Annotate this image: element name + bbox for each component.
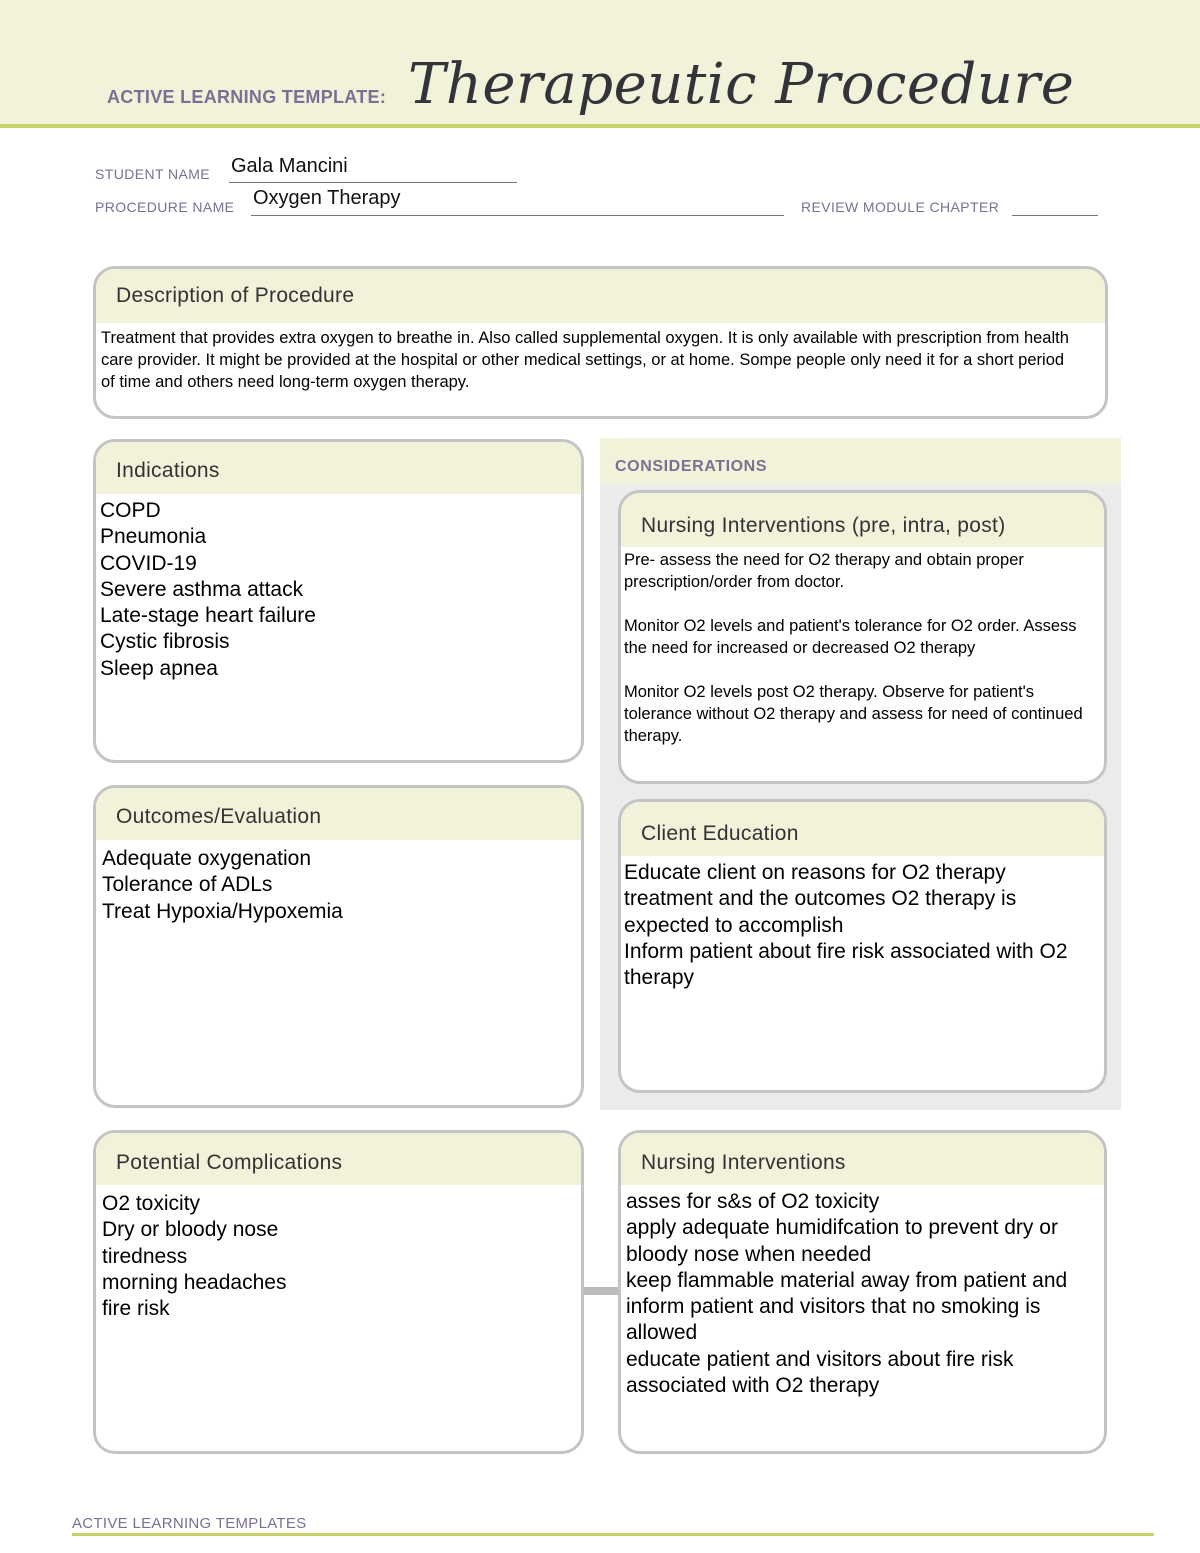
nursing-interventions-text[interactable]: asses for s&s of O2 toxicity apply adequate humidifcation to prevent dry or bloody nose when needed keep flammable material away from patient and inform patient and visitors that no smoking is allowed educate patient and visitors about fire risk associated with O2 therapy (626, 1190, 1068, 1398)
nursing-pre-paragraph: Monitor O2 levels and patient's tolerance for O2 order. Assess the need for increased or decreased O2 therapy (624, 617, 1077, 657)
footer-rule (72, 1533, 1154, 1536)
outcomes-box (93, 785, 584, 1108)
complications-heading: Potential Complications (96, 1133, 581, 1185)
nursing-interventions-heading: Nursing Interventions (621, 1133, 1104, 1185)
list-item: Severe asthma attack (100, 577, 304, 601)
list-item: Adequate oxygenation (102, 847, 312, 870)
list-item: COPD (100, 499, 161, 522)
header-rule (0, 124, 1200, 128)
indications-box (93, 439, 584, 763)
connector-bar (584, 1287, 620, 1295)
page-title: Therapeutic Procedure (408, 52, 1075, 117)
student-name-label: STUDENT NAME (95, 166, 210, 182)
client-education-heading: Client Education (621, 802, 1104, 856)
list-item: O2 toxicity (102, 1192, 201, 1215)
indications-heading: Indications (96, 442, 581, 494)
student-name-value: Gala Mancini (231, 155, 348, 177)
considerations-title: CONSIDERATIONS (615, 458, 768, 475)
indications-list[interactable] (96, 494, 581, 686)
list-item: Sleep apnea (100, 656, 218, 680)
list-item: tiredness (102, 1244, 188, 1268)
template-prefix: ACTIVE LEARNING TEMPLATE: (107, 87, 387, 107)
footer-text: ACTIVE LEARNING TEMPLATES (72, 1515, 307, 1532)
nursing-pre-heading: Nursing Interventions (pre, intra, post) (621, 493, 1104, 547)
review-module-field[interactable] (1012, 193, 1098, 216)
complications-box (93, 1130, 584, 1454)
list-item: fire risk (102, 1297, 170, 1321)
list-item: Treat Hypoxia/Hypoxemia (102, 899, 343, 923)
nursing-pre-text[interactable] (621, 547, 1104, 751)
client-education-box (618, 799, 1107, 1093)
procedure-name-label: PROCEDURE NAME (95, 199, 235, 215)
list-item: Dry or bloody nose (102, 1218, 279, 1242)
list-item: Pneumonia (100, 525, 207, 549)
list-item: Cystic fibrosis (100, 630, 230, 654)
description-text[interactable]: Treatment that provides extra oxygen to breathe in. Also called supplemental oxygen. It is only available with prescription from health care provider. It might be provided at the hospital or other medical settings, or at home. Sompe people only need it for a short period of time and others need long-term oxygen therapy. (101, 329, 1069, 391)
outcomes-list[interactable] (96, 840, 581, 929)
outcomes-heading: Outcomes/Evaluation (96, 788, 581, 840)
description-box (93, 266, 1108, 419)
review-module-label: REVIEW MODULE CHAPTER (801, 199, 1000, 215)
client-education-text[interactable]: Educate client on reasons for O2 therapy treatment and the outcomes O2 therapy is expected to accomplish Inform patient about fire risk associated with O2 therapy (624, 861, 1068, 990)
list-item: COVID-19 (100, 551, 197, 575)
list-item: morning headaches (102, 1270, 287, 1294)
nursing-pre-paragraph: Monitor O2 levels post O2 therapy. Observe for patient's tolerance without O2 therapy and assess for need of continued therapy. (624, 683, 1083, 745)
complications-list[interactable] (96, 1185, 581, 1326)
list-item: Late-stage heart failure (100, 604, 316, 628)
description-heading: Description of Procedure (96, 269, 1105, 323)
nursing-pre-box (618, 490, 1107, 784)
list-item: Tolerance of ADLs (102, 873, 273, 897)
procedure-name-value: Oxygen Therapy (253, 187, 401, 209)
nursing-pre-paragraph: Pre- assess the need for O2 therapy and obtain proper prescription/order from doctor. (624, 551, 1024, 591)
nursing-interventions-box (618, 1130, 1107, 1454)
